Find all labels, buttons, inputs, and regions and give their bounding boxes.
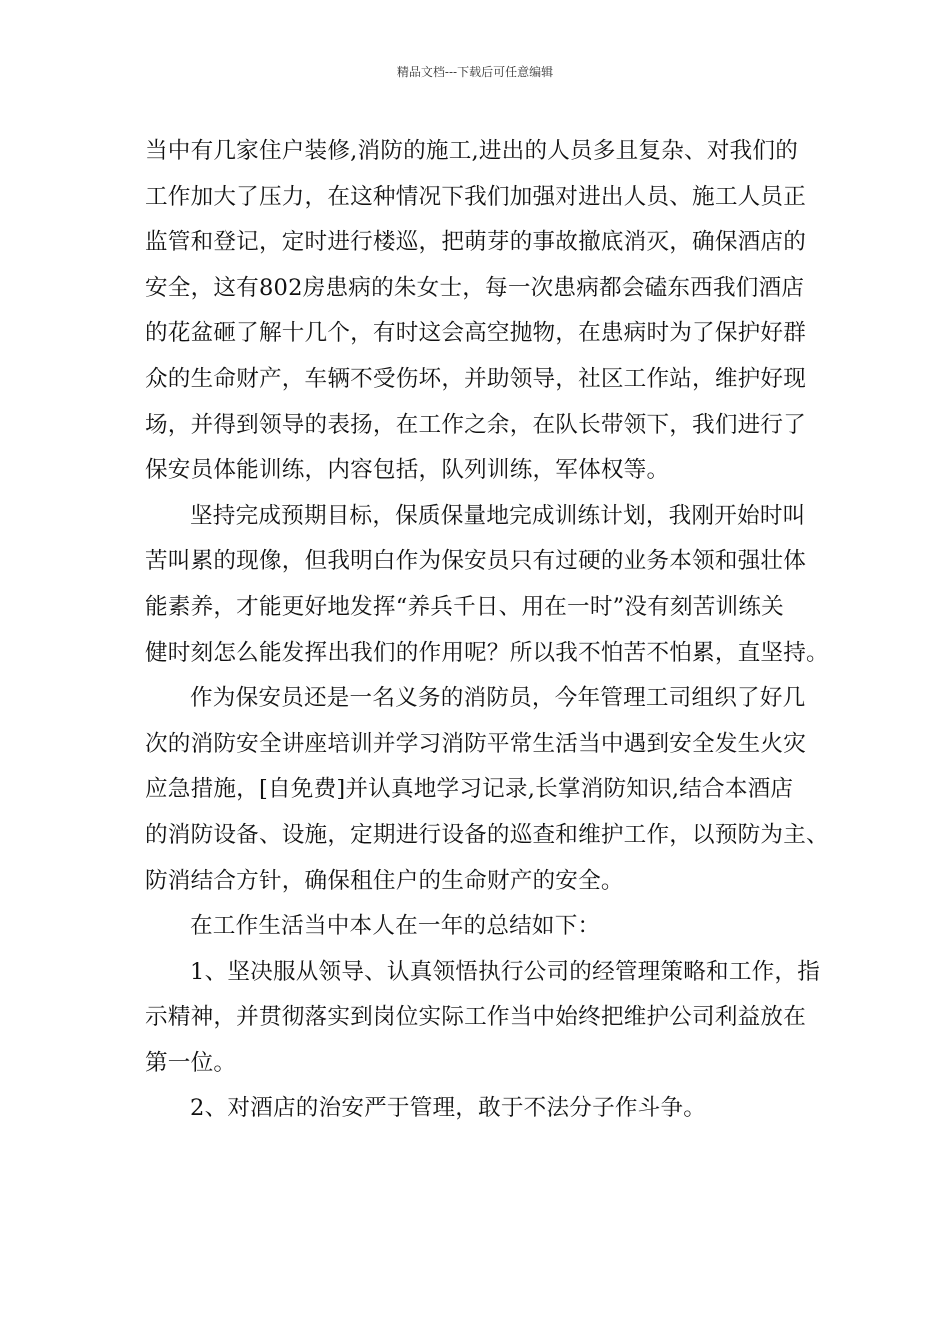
paragraph-item-1 <box>145 950 825 1087</box>
text-line-indented: 坚持完成预期目标，保质保量地完成训练计划，我刚开始时叫 <box>190 502 806 529</box>
paragraph-fire-safety <box>145 676 829 904</box>
text-line: 的消防设备、设施，定期进行设备的巡查和维护工作，以预防为主、 <box>145 821 829 848</box>
text-line: 众的生命财产，车辆不受伤坏，并助领导，社区工作站，维护好现 <box>145 365 807 392</box>
text-line: 能素养，才能更好地发挥“养兵千日、用在一时”没有刻苦训练关 <box>145 593 784 620</box>
text-line <box>145 904 825 950</box>
text-line: 的花盆砸了解十几个，有时这会高空抛物，在患病时为了保护好群 <box>145 320 807 347</box>
text-line: 工作加大了压力，在这种情况下我们加强对进出人员、施工人员正 <box>145 183 807 210</box>
paragraph-summary-intro <box>145 904 825 950</box>
text-line: 次的消防安全讲座培训并学习消防平常生活当中遇到安全发生火灾 <box>145 730 807 757</box>
text-line: 健时刻怎么能发挥出我们的作用呢？所以我不怕苦不怕累，直坚持。 <box>145 639 829 666</box>
text-line <box>145 494 825 540</box>
text-line: 监管和登记，定时进行楼巡，把萌芽的事故撤底消灭，确保酒店的 <box>145 229 807 256</box>
text-line: 当中有几家住户装修,消防的施工,进出的人员多且复杂、对我们的 <box>145 138 798 164</box>
text-line: 第一位。 <box>145 1049 237 1076</box>
text-line <box>145 676 825 722</box>
text-line: 苦叫累的现像，但我明白作为保安员只有过硬的业务本领和强壮体 <box>145 548 807 575</box>
text-line: 场，并得到领导的表扬，在工作之余，在队长带领下，我们进行了 <box>145 411 807 438</box>
text-line <box>145 950 825 996</box>
text-line: 应急措施，[自免费]并认真地学习记录,长掌消防知识,结合本酒店 <box>145 776 794 803</box>
text-line: 安全，这有802房患病的朱女士，每一次患病都会磕东西我们酒店 <box>145 274 805 301</box>
text-line-indented: 作为保安员还是一名义务的消防员，今年管理工司组织了好几 <box>190 685 806 712</box>
document-body <box>145 129 829 1132</box>
text-line: 保安员体能训练，内容包括，队列训练，军体权等。 <box>145 457 670 484</box>
text-line: 示精神，并贯彻落实到岗位实际工作当中始终把维护公司利益放在 <box>145 1004 807 1031</box>
paragraph-item-2 <box>145 1086 825 1132</box>
page-header: 精品文档---下载后可任意编辑 <box>396 65 554 79</box>
text-line-indented: 在工作生活当中本人在一年的总结如下： <box>190 913 601 940</box>
text-line <box>145 1086 825 1132</box>
paragraph-training <box>145 494 829 676</box>
text-line-indented: 1、坚决服从领导、认真领悟执行公司的经管理策略和工作，指 <box>190 958 821 985</box>
text-line-indented: 2、对酒店的治安严于管理，敢于不法分子作斗争。 <box>190 1095 707 1122</box>
paragraph-continuation <box>145 129 825 494</box>
text-line: 防消结合方针，确保租住户的生命财产的安全。 <box>145 867 624 894</box>
